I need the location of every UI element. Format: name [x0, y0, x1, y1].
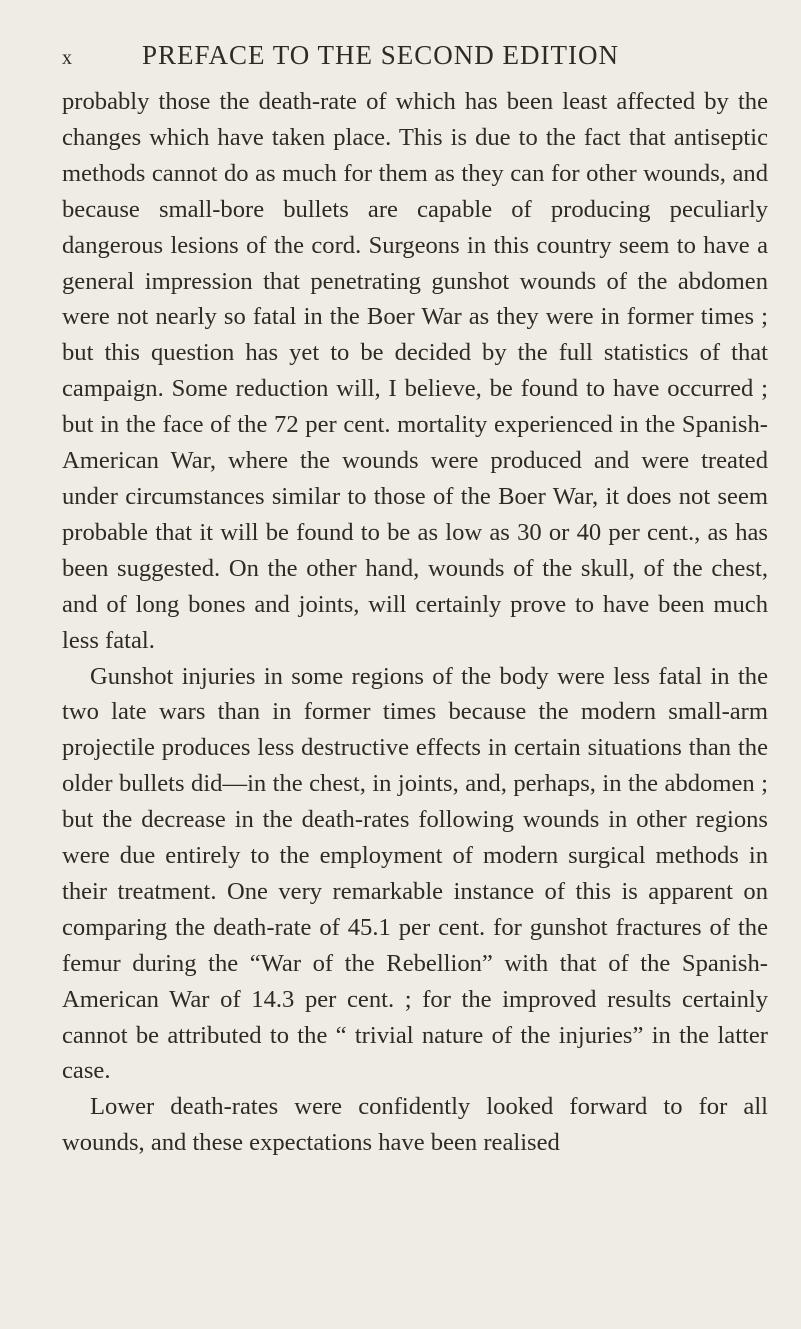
paragraph-lower-death-rates: Lower death-rates were confidently looked forward to for all wounds, and these expectations have been realised: [62, 1093, 768, 1157]
book-page: [62, 40, 768, 1161]
page-number: x: [62, 47, 72, 69]
running-head-title: PREFACE TO THE SECOND EDITION: [142, 40, 620, 70]
running-head: [62, 40, 768, 84]
body-text: [62, 84, 768, 1161]
paragraph-continued: probably those the death-rate of which has been least affected by the changes which have taken place. This is due to the fact that antiseptic methods cannot do as much for them as they can for other wounds, and because small-bore bullets are capable of producing peculiarly dangerous lesions of the cord. Surgeons in this country seem to have a general impression that penetrating gunshot wounds of the abdomen were not nearly so fatal in the Boer War as they were in former times ; but this question has yet to be decided by the full statistics of that campaign. Some reduction will, I believe, be found to have occurred ; but in the face of the 72 per cent. mortality experienced in the Spanish-American War, where the wounds were produced and were treated under circumstances similar to those of the Boer War, it does not seem probable that it will be found to be as low as 30 or 40 per cent., as has been suggested. On the other hand, wounds of the skull, of the chest, and of long bones and joints, will certainly prove to have been much less fatal.: [62, 88, 768, 654]
paragraph-gunshot-injuries: Gunshot injuries in some regions of the body were less fatal in the two late wars than in former times because the modern small-arm projectile produces less destructive effects in certain situations than the older bullets did—in the chest, in joints, and, perhaps, in the abdomen ; but the decrease in the death-rates following wounds in other regions were due entirely to the employment of modern surgical methods in their treatment. One very remarkable instance of this is apparent on comparing the death-rate of 45.1 per cent. for gunshot fractures of the femur during the “War of the Rebellion” with that of the Spanish-American War of 14.3 per cent. ; for the improved results certainly cannot be attributed to the “ trivial nature of the injuries” in the latter case.: [62, 662, 768, 1085]
